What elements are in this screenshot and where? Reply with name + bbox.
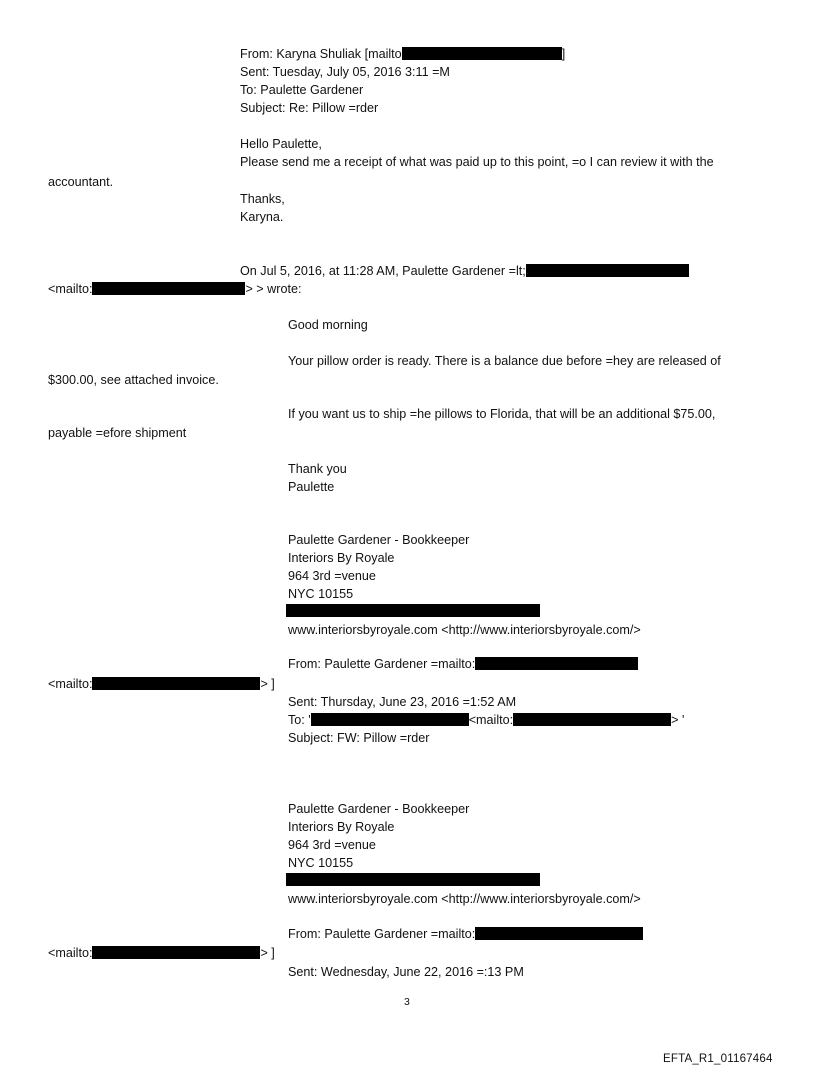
email2-subject: Subject: FW: Pillow =rder bbox=[288, 731, 430, 745]
email2-sent: Sent: Thursday, June 23, 2016 =1:52 AM bbox=[288, 695, 517, 709]
redaction-bar bbox=[402, 47, 562, 60]
document-id-footer: EFTA_R1_01167464 bbox=[663, 1053, 773, 1065]
email1-to: To: Paulette Gardener bbox=[240, 83, 364, 97]
quote-p2-line1: If you want us to ship =he pillows to Florida, that will be an additional $75.00, bbox=[288, 407, 716, 421]
sig1-name: Paulette Gardener - Bookkeeper bbox=[288, 533, 470, 547]
quote-closing: Thank you bbox=[288, 462, 347, 476]
redaction-bar bbox=[526, 264, 689, 277]
email1-from-line bbox=[240, 47, 565, 62]
redaction-bar bbox=[286, 604, 540, 617]
quote-mailto-open: <mailto: bbox=[48, 282, 93, 296]
quote-header-line1 bbox=[240, 264, 689, 279]
page-number: 3 bbox=[404, 996, 410, 1008]
email1-body-line1: Please send me a receipt of what was paid up to this point, =o I can review it with the bbox=[240, 155, 714, 169]
email2-mailto-line bbox=[48, 677, 275, 692]
email3-mailto-line bbox=[48, 946, 275, 961]
quote-greeting: Good morning bbox=[288, 318, 368, 332]
redaction-bar bbox=[286, 873, 540, 886]
redaction-bar bbox=[92, 282, 245, 295]
quote-p2-line2: payable =efore shipment bbox=[48, 426, 187, 440]
redaction-bar bbox=[513, 713, 671, 726]
email3-sent: Sent: Wednesday, June 22, 2016 =:13 PM bbox=[288, 965, 524, 979]
email2-from: From: Paulette Gardener =mailto: bbox=[288, 657, 476, 671]
email2-from-line bbox=[288, 657, 638, 672]
email3-mailto-open: <mailto: bbox=[48, 946, 93, 960]
email1-greeting: Hello Paulette, bbox=[240, 137, 322, 151]
sig2-web: www.interiorsbyroyale.com <http://www.interiorsbyroyale.com/> bbox=[288, 892, 641, 906]
email2-to-open: To: ' bbox=[288, 713, 311, 727]
sig2-company: Interiors By Royale bbox=[288, 820, 395, 834]
email1-body-line2: accountant. bbox=[48, 175, 114, 189]
email1-sent: Sent: Tuesday, July 05, 2016 3:11 =M bbox=[240, 65, 450, 79]
redaction-bar bbox=[92, 677, 260, 690]
quote-p1-line2: $300.00, see attached invoice. bbox=[48, 373, 219, 387]
sig2-city: NYC 10155 bbox=[288, 856, 354, 870]
sig1-web: www.interiorsbyroyale.com <http://www.interiorsbyroyale.com/> bbox=[288, 623, 641, 637]
sig2-name: Paulette Gardener - Bookkeeper bbox=[288, 802, 470, 816]
email3-from-line bbox=[288, 927, 643, 942]
sig1-company: Interiors By Royale bbox=[288, 551, 395, 565]
email2-to-mailto: <mailto: bbox=[468, 713, 514, 727]
redaction-bar bbox=[311, 713, 469, 726]
email1-thanks: Thanks, bbox=[240, 192, 285, 206]
redaction-bar bbox=[475, 657, 638, 670]
email1-signature: Karyna. bbox=[240, 210, 284, 224]
sig1-city: NYC 10155 bbox=[288, 587, 354, 601]
sig2-address: 964 3rd =venue bbox=[288, 838, 376, 852]
redaction-bar bbox=[92, 946, 260, 959]
quote-header-text: On Jul 5, 2016, at 11:28 AM, Paulette Gardener =lt; bbox=[240, 264, 526, 278]
redaction-bar bbox=[475, 927, 643, 940]
quote-sender: Paulette bbox=[288, 480, 335, 494]
email2-to-line bbox=[288, 713, 684, 728]
email2-mailto-close: > ] bbox=[260, 677, 275, 691]
sig1-address: 964 3rd =venue bbox=[288, 569, 376, 583]
email3-from: From: Paulette Gardener =mailto: bbox=[288, 927, 476, 941]
email3-mailto-close: > ] bbox=[260, 946, 275, 960]
email2-to-close: > ' bbox=[671, 713, 685, 727]
quote-p1-line1: Your pillow order is ready. There is a balance due before =hey are released of bbox=[288, 354, 721, 368]
quote-header-line2 bbox=[48, 282, 301, 297]
email2-mailto-open: <mailto: bbox=[48, 677, 93, 691]
quote-mailto-close: > > wrote: bbox=[245, 282, 302, 296]
email1-subject: Subject: Re: Pillow =rder bbox=[240, 101, 379, 115]
email1-from: From: Karyna Shuliak [mailto bbox=[240, 47, 402, 61]
email1-from-end: ] bbox=[561, 47, 566, 61]
